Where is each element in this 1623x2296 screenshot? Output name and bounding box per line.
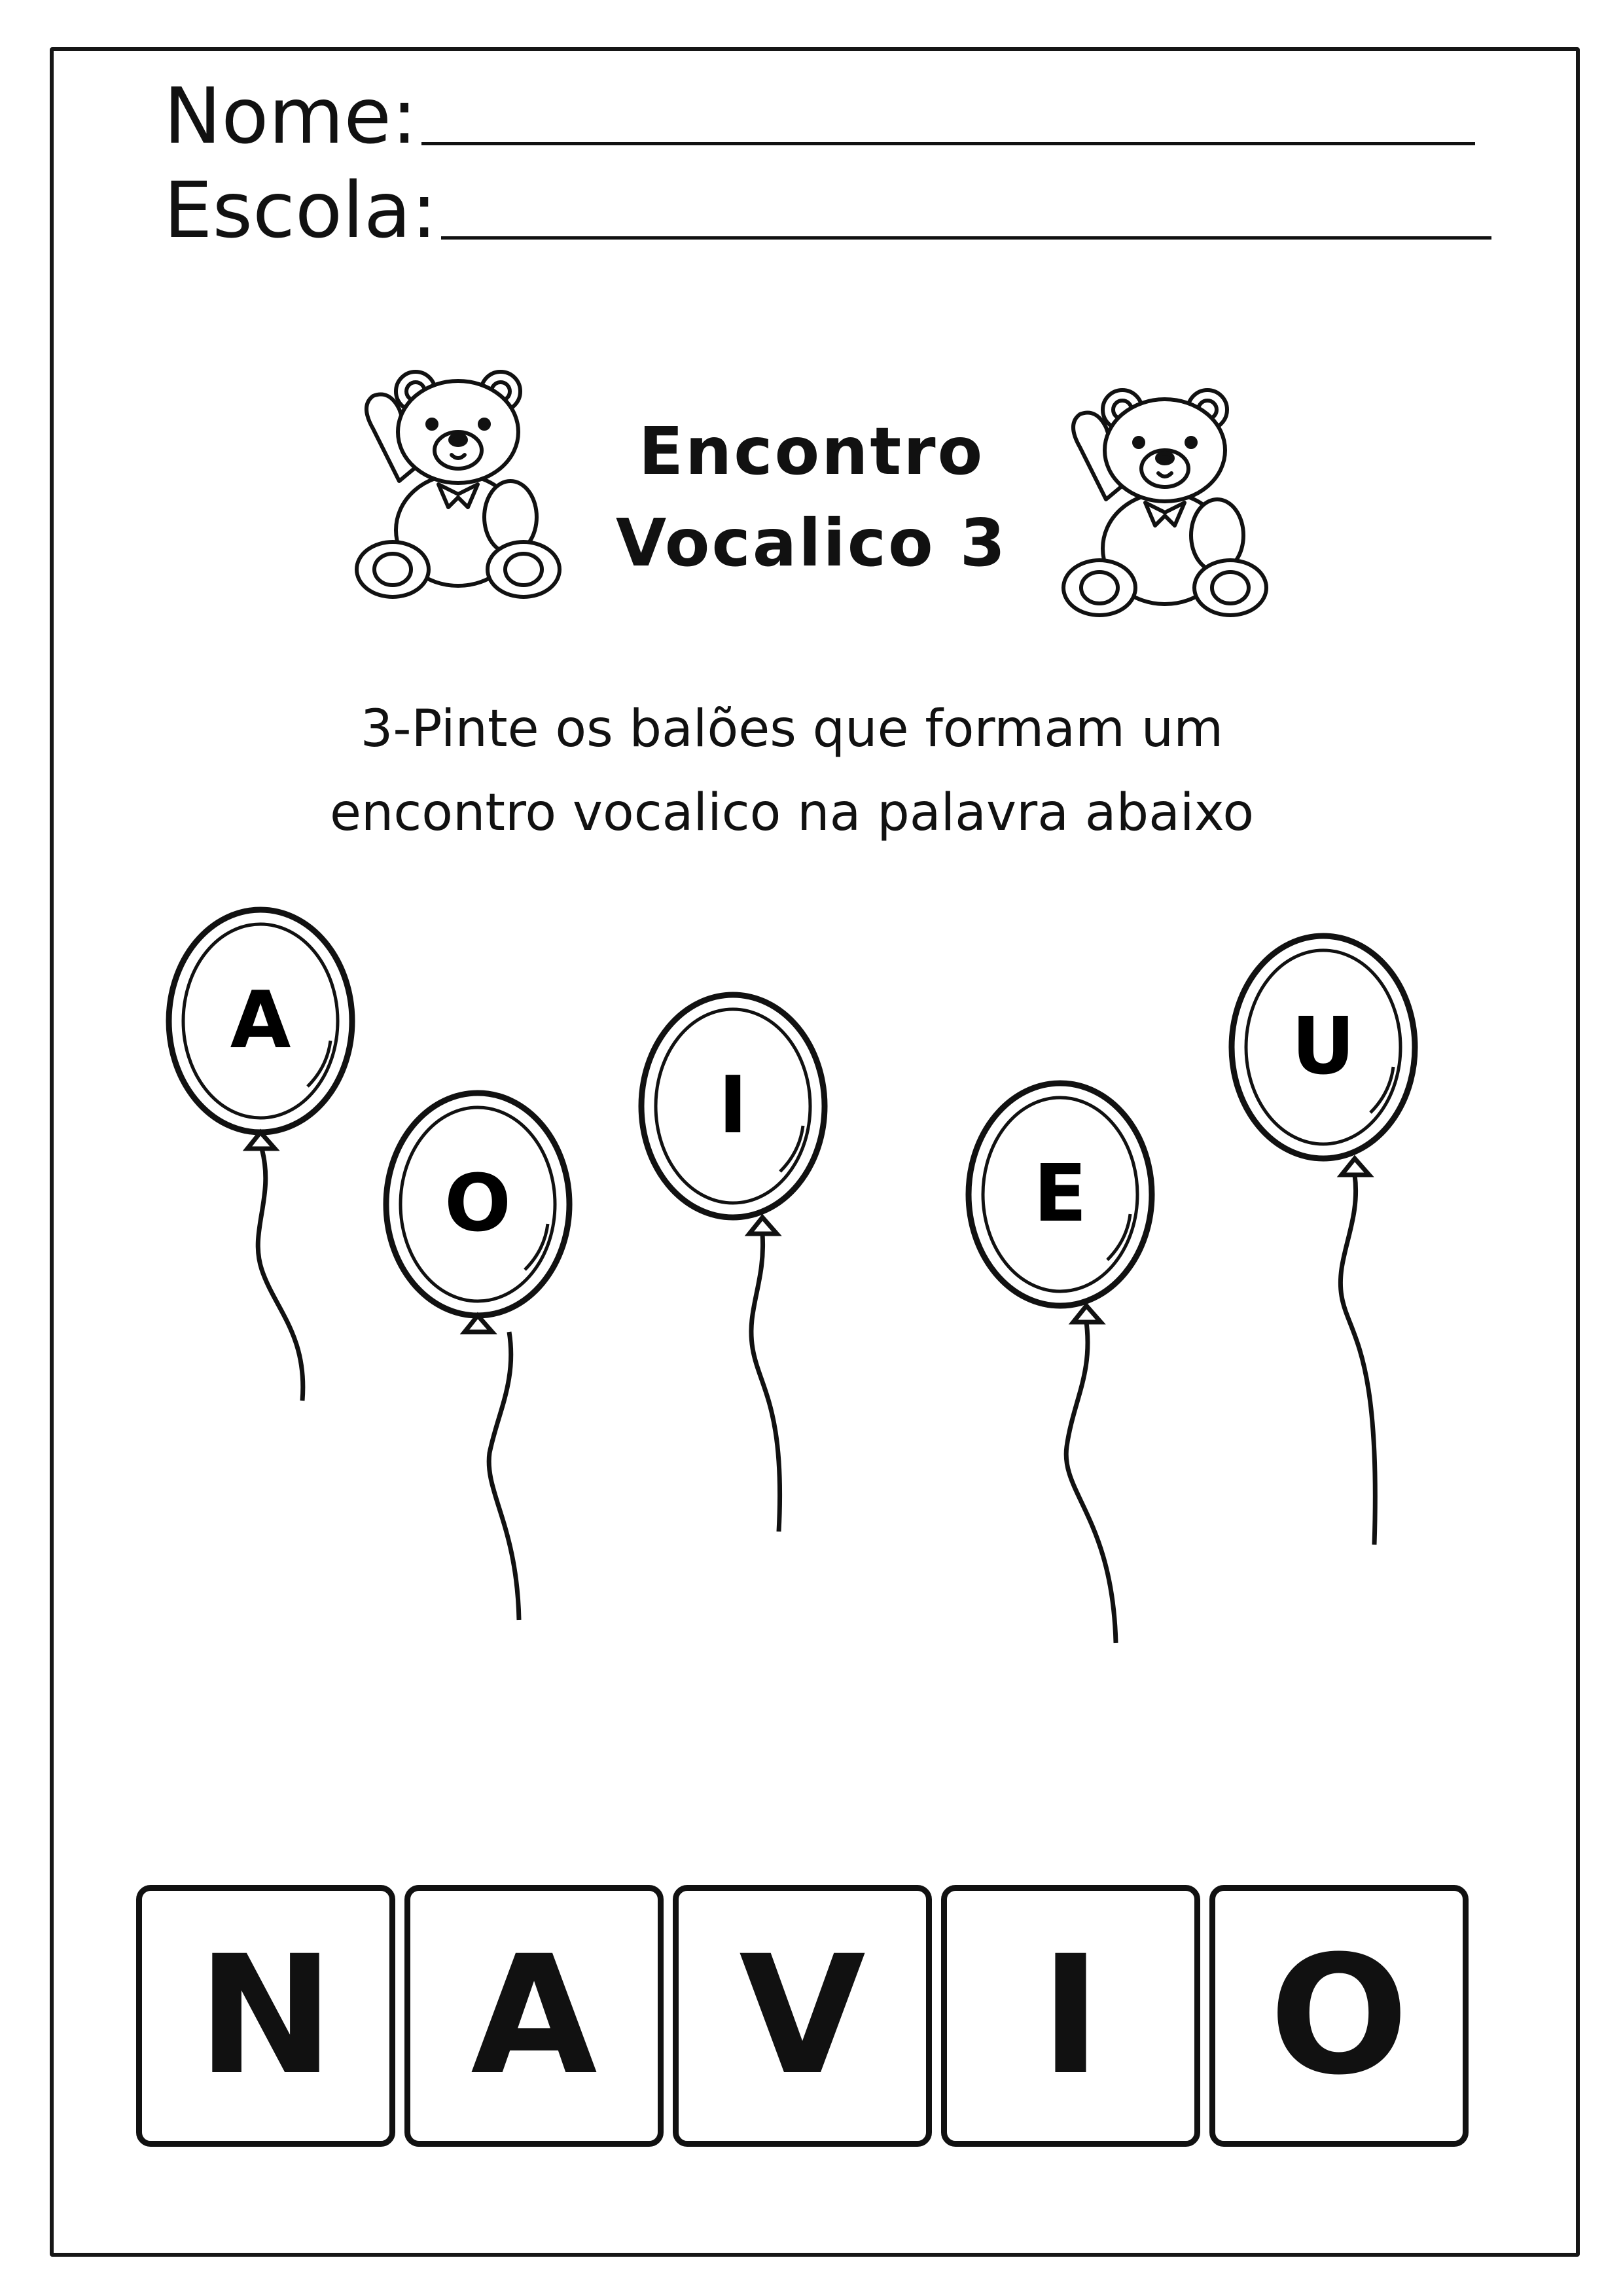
worksheet-title (576, 406, 1047, 589)
letter-tile[interactable] (941, 1885, 1200, 2147)
letter-tile[interactable] (1209, 1885, 1469, 2147)
balloon-o[interactable] (386, 1093, 569, 1620)
name-label: Nome: (164, 71, 418, 161)
tile-letter: O (1269, 1920, 1409, 2111)
balloon-u[interactable] (1232, 936, 1415, 1545)
balloon-letter-i: I (718, 1060, 748, 1151)
instructions-line-2: encontro vocalico na palavra abaixo (329, 783, 1255, 842)
name-field (164, 71, 1475, 161)
instructions-line-1: 3-Pinte os balões que formam um (360, 700, 1224, 759)
teddy-bear-icon (353, 367, 563, 602)
balloon-letter-u: U (1291, 1001, 1355, 1092)
tile-letter: A (471, 1920, 597, 2111)
letter-tile[interactable] (673, 1885, 932, 2147)
word-tiles (136, 1885, 1469, 2147)
instructions (236, 687, 1348, 855)
balloon-letter-e: E (1033, 1149, 1087, 1240)
school-line[interactable] (441, 236, 1491, 240)
tile-letter: N (197, 1920, 334, 2111)
balloon-e[interactable] (969, 1083, 1152, 1643)
letter-tile[interactable] (404, 1885, 664, 2147)
balloon-a[interactable] (169, 910, 352, 1401)
school-label: Escola: (164, 165, 437, 255)
tile-letter: I (1040, 1920, 1101, 2111)
title-line-1: Encontro (638, 413, 985, 490)
balloon-letter-o: O (444, 1158, 512, 1249)
teddy-bear-icon (1060, 385, 1270, 620)
balloon-letter-a: A (230, 975, 291, 1066)
name-line[interactable] (421, 142, 1475, 145)
school-field (164, 165, 1491, 255)
tile-letter: V (739, 1920, 866, 2111)
title-line-2: Vocalico 3 (615, 505, 1008, 581)
letter-tile[interactable] (136, 1885, 395, 2147)
balloon-i[interactable] (641, 995, 825, 1532)
balloon-group (0, 890, 1623, 1676)
